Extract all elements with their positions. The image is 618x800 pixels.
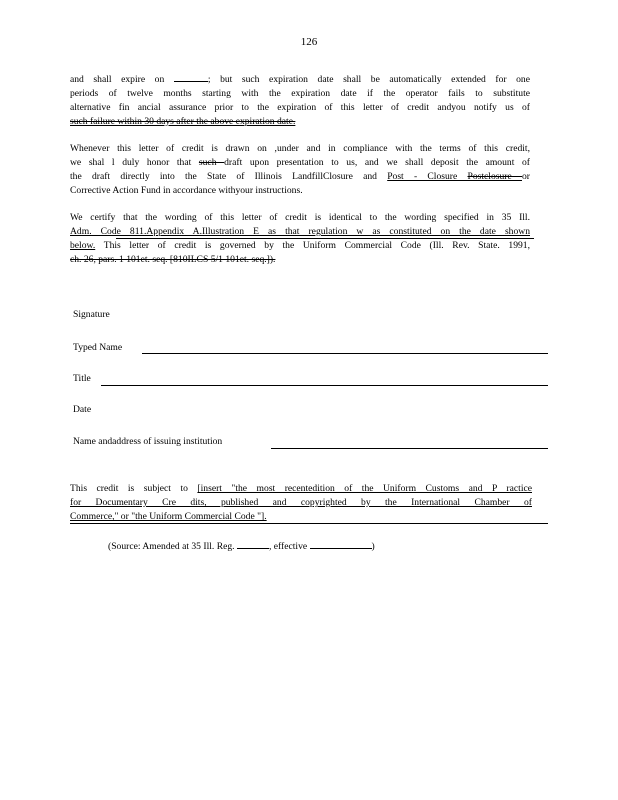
- inserted-text: Post - Closure: [387, 171, 468, 182]
- deleted-text: Postclosure: [467, 171, 522, 182]
- subject-line-3: Commerce," or "the Uniform Commercial Code "].: [70, 511, 267, 522]
- certify-line-1: We certify that the wording of this letter of credit is identical to the wording specified in 35 Ill.: [70, 212, 530, 223]
- expiration-line-2: periods of twelve months starting with the expiration date if the operator fails to substitute: [70, 88, 530, 99]
- deleted-text: such: [198, 157, 225, 168]
- signature-label: Signature: [73, 309, 110, 320]
- institution-label: Name andaddress of issuing institution: [73, 436, 223, 447]
- expiration-line-3: alternative fin ancial assurance prior to the expiration of this letter of credit andyou notify us of: [70, 102, 530, 113]
- honor-line-4: Corrective Action Fund in accordance withyour instructions.: [70, 185, 303, 196]
- certify-line-2: Adm. Code 811.Appendix A.Illustration E as that regulation w as constituted on the date shown: [70, 226, 530, 237]
- subject-line-2: for Documentary Cre dits, published and copyrighted by the International Chamber of: [70, 497, 532, 508]
- title-label: Title: [73, 373, 91, 384]
- certify-line-4: [70, 253, 530, 267]
- deleted-text: ch. 26, pars. 1 101et. seq. [810ILCS 5/1 101et. seq.]).: [70, 254, 276, 265]
- expiration-paragraph: [70, 72, 530, 129]
- title-line[interactable]: [101, 385, 548, 386]
- inserted-text: [insert "the most recentedition of the Uniform Customs and P ractice: [197, 483, 532, 494]
- certify-paragraph: [70, 211, 530, 267]
- honor-paragraph: [70, 142, 530, 198]
- honor-line-2: we shal l duly honor that such draft upon presentation to us, and we shall deposit the amount of: [70, 157, 530, 168]
- deleted-text: such failure within 30 days after the above expiration date.: [70, 116, 296, 127]
- typed-name-line[interactable]: [142, 353, 548, 354]
- honor-line-1: Whenever this letter of credit is drawn on ,under and in compliance with the terms of this credit,: [70, 143, 530, 154]
- expiration-line-4: [70, 115, 530, 129]
- certify-line-3: below. This letter of credit is governed by the Uniform Commercial Code (Ill. Rev. State. 1991,: [70, 240, 530, 251]
- subject-line-1: This credit is subject to [insert "the most recentedition of the Uniform Customs and P ractice: [70, 483, 532, 494]
- honor-line-3: the draft directly into the State of Illinois LandfillClosure and Post - Closure Postclosure or: [70, 171, 530, 182]
- certify-underline: [116, 238, 534, 239]
- register-blank: [237, 539, 269, 549]
- typed-name-label: Typed Name: [73, 342, 123, 353]
- date-label: Date: [73, 404, 92, 415]
- inserted-text: below.: [70, 240, 96, 251]
- expiration-line-1: and shall expire on ; but such expiration date shall be automatically extended for one: [70, 74, 530, 85]
- expiration-date-blank: [174, 72, 208, 82]
- page-number: 126: [300, 36, 318, 48]
- source-note: (Source: Amended at 35 Ill. Reg. , effective ): [108, 541, 375, 552]
- subject-underline: [70, 523, 548, 524]
- subject-paragraph: [70, 482, 532, 524]
- institution-line[interactable]: [271, 448, 548, 449]
- effective-date-blank: [310, 539, 372, 549]
